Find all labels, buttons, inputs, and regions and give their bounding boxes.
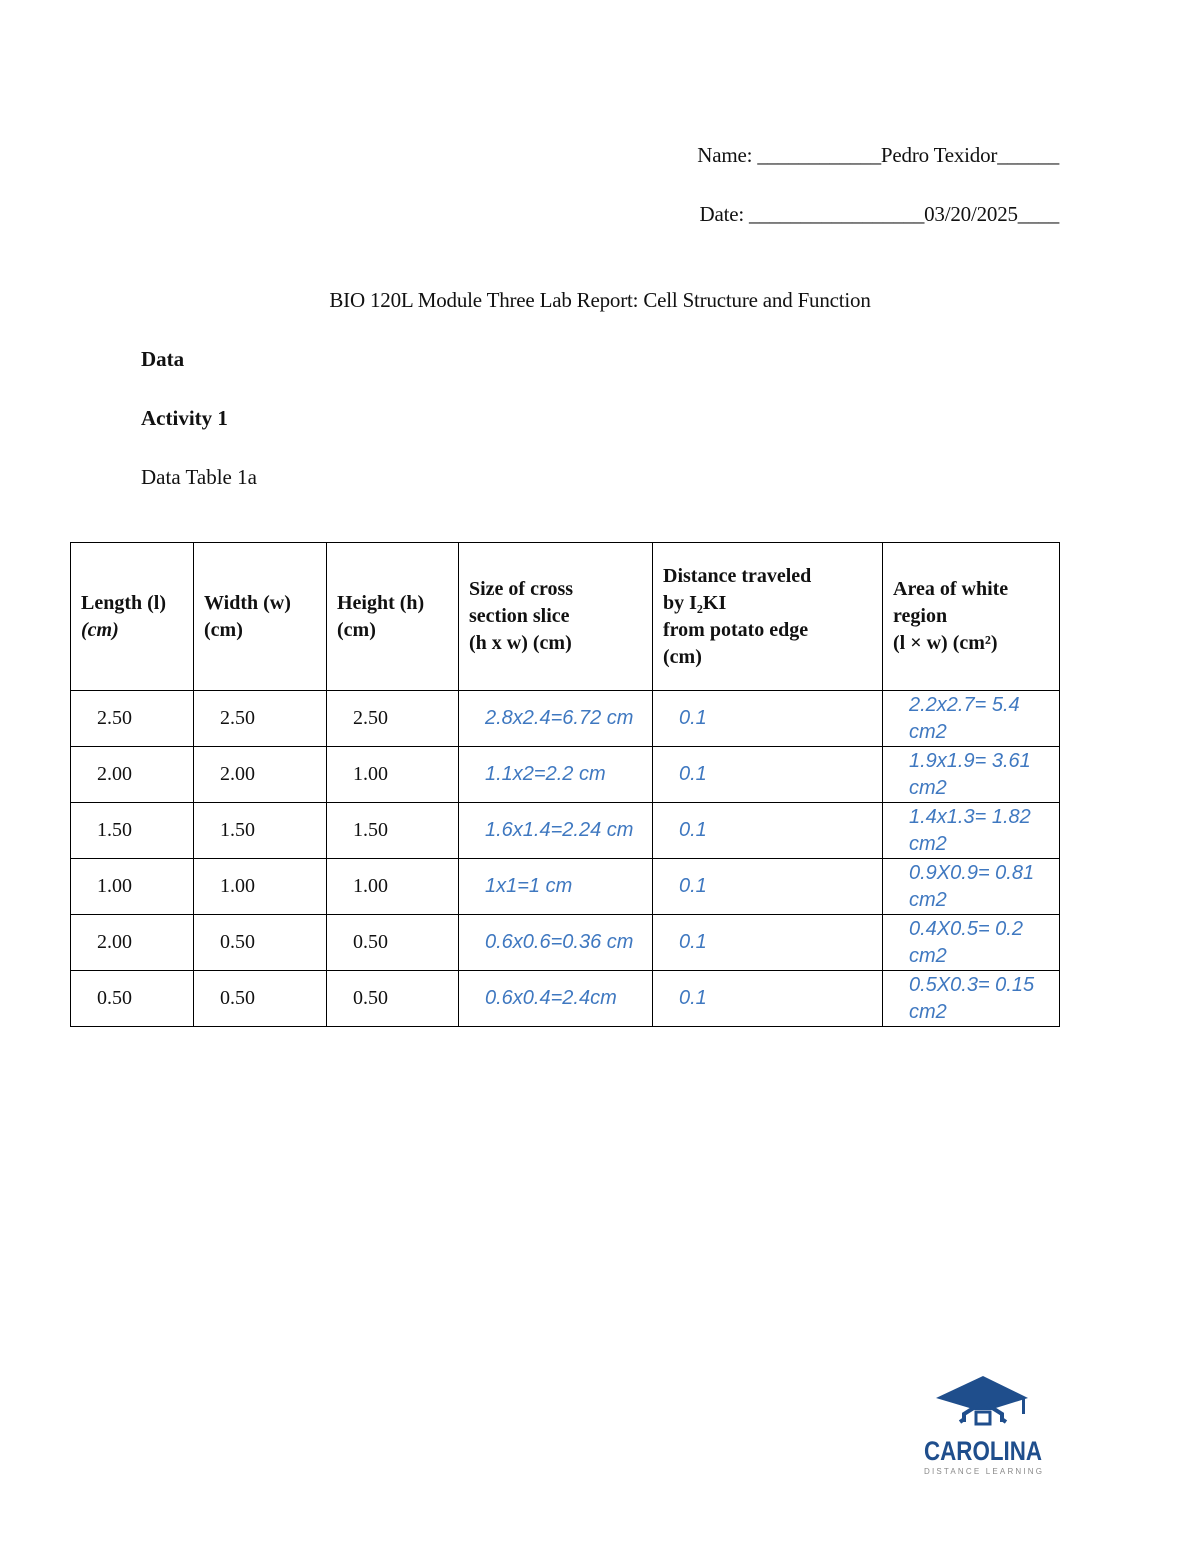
cell-size: 1.1x2=2.2 cm <box>459 747 653 803</box>
table-row <box>71 691 1060 747</box>
data-table-1a <box>70 542 1060 1027</box>
header-height-label: Height (h) <box>337 591 425 614</box>
cell-size: 2.8x2.4=6.72 cm <box>459 691 653 747</box>
cell-size: 0.6x0.6=0.36 cm <box>459 915 653 971</box>
table-caption: Data Table 1a <box>141 465 257 489</box>
cell-length: 1.50 <box>71 803 194 859</box>
header-size-line2: section slice <box>469 605 570 627</box>
header-width-unit: (cm) <box>204 618 243 641</box>
cell-length: 0.50 <box>71 971 194 1027</box>
cell-area: 2.2x2.7= 5.4 cm2 <box>883 691 1060 747</box>
header-distance-line1: Distance traveled <box>663 564 812 587</box>
cell-width: 2.50 <box>194 691 327 747</box>
header-area-line1: Area of white <box>893 578 1009 600</box>
cell-height: 0.50 <box>327 971 459 1027</box>
header-distance-line3: from potato edge <box>663 618 809 641</box>
cell-area: 0.5X0.3= 0.15 cm2 <box>883 971 1060 1027</box>
cell-distance: 0.1 <box>653 915 883 971</box>
cell-width: 1.00 <box>194 859 327 915</box>
cell-area: 0.9X0.9= 0.81 cm2 <box>883 859 1060 915</box>
table-row <box>71 915 1060 971</box>
table-header-row <box>71 543 1060 691</box>
cell-height: 0.50 <box>327 915 459 971</box>
header-width <box>194 543 327 691</box>
name-line: Name: ____________Pedro Texidor______ <box>697 143 1059 167</box>
header-distance-line4: (cm) <box>663 645 702 668</box>
cell-area: 0.4X0.5= 0.2 cm2 <box>883 915 1060 971</box>
logo-brand: CAROLINA <box>924 1436 1042 1466</box>
cell-length: 2.00 <box>71 915 194 971</box>
report-title: BIO 120L Module Three Lab Report: Cell Structure and Function <box>329 288 871 312</box>
header-height-unit: (cm) <box>337 618 376 641</box>
cell-height: 1.00 <box>327 747 459 803</box>
cell-size: 1.6x1.4=2.24 cm <box>459 803 653 859</box>
cell-distance: 0.1 <box>653 691 883 747</box>
cell-size: 1x1=1 cm <box>459 859 653 915</box>
cell-area: 1.9x1.9= 3.61 cm2 <box>883 747 1060 803</box>
cell-width: 2.00 <box>194 747 327 803</box>
header-size-line1: Size of cross <box>469 578 574 600</box>
cell-width: 1.50 <box>194 803 327 859</box>
header-length <box>71 543 194 691</box>
cell-width: 0.50 <box>194 915 327 971</box>
cell-length: 2.50 <box>71 691 194 747</box>
table-row <box>71 803 1060 859</box>
cell-distance: 0.1 <box>653 971 883 1027</box>
carolina-logo-graphic <box>918 1372 1048 1482</box>
header-length-unit: (cm) <box>81 618 119 641</box>
header-width-label: Width (w) <box>204 591 291 614</box>
table-row <box>71 859 1060 915</box>
cell-distance: 0.1 <box>653 803 883 859</box>
cell-length: 1.00 <box>71 859 194 915</box>
header-area-line2: region <box>893 605 948 627</box>
carolina-logo <box>918 1372 1048 1482</box>
activity-heading: Activity 1 <box>141 406 228 430</box>
header-size <box>459 543 653 691</box>
cell-width: 0.50 <box>194 971 327 1027</box>
table-row <box>71 971 1060 1027</box>
header-distance <box>653 543 883 691</box>
cell-size: 0.6x0.4=2.4cm <box>459 971 653 1027</box>
cell-distance: 0.1 <box>653 747 883 803</box>
header-distance-line2: by I₂KI <box>663 591 727 614</box>
data-heading: Data <box>141 347 185 371</box>
cell-height: 1.50 <box>327 803 459 859</box>
header-height <box>327 543 459 691</box>
cell-distance: 0.1 <box>653 859 883 915</box>
tassel-icon <box>1022 1398 1025 1414</box>
date-line: Date: _________________03/20/2025____ <box>699 202 1059 226</box>
cell-height: 2.50 <box>327 691 459 747</box>
cell-height: 1.00 <box>327 859 459 915</box>
logo-tagline: DISTANCE LEARNING <box>924 1467 1042 1476</box>
cell-length: 2.00 <box>71 747 194 803</box>
cell-area: 1.4x1.3= 1.82 cm2 <box>883 803 1060 859</box>
header-area <box>883 543 1060 691</box>
header-size-line3: (h x w) (cm) <box>469 632 572 654</box>
table-row <box>71 747 1060 803</box>
header-length-label: Length (l) <box>81 591 166 614</box>
header-area-line3: (l × w) (cm²) <box>893 632 998 654</box>
